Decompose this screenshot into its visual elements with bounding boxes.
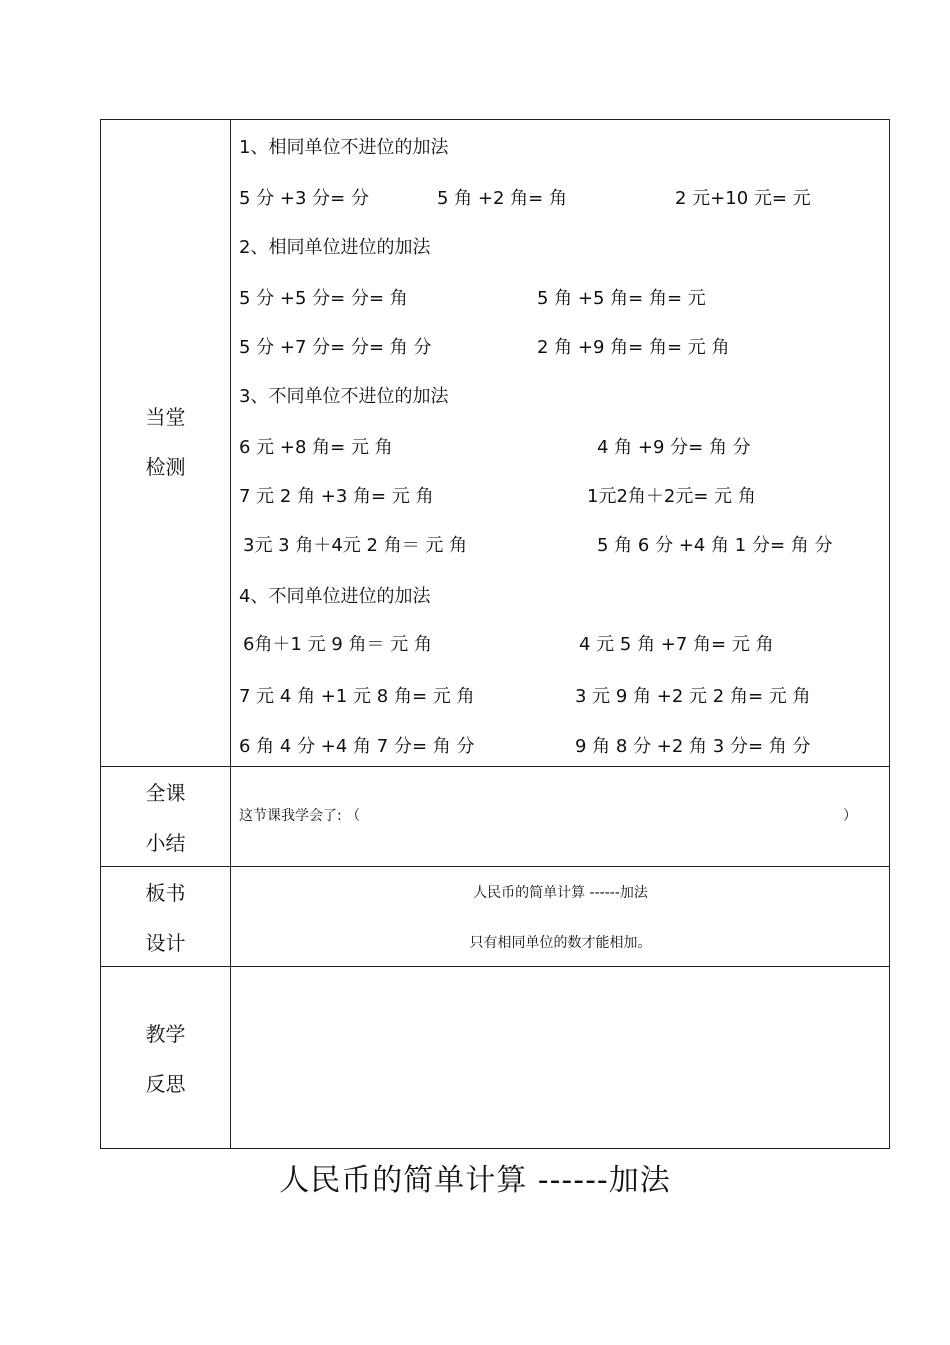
exercise-item: 5 分 +3 分= 分 <box>239 188 369 209</box>
check-label-line2: 检测 <box>145 455 186 479</box>
exercise-row <box>239 184 881 212</box>
exercise-row <box>239 433 881 461</box>
board-label <box>101 868 230 968</box>
board-label-line1: 板书 <box>145 881 186 905</box>
exercise-item: 6 角 4 分 +4 角 7 分= 角 分 <box>239 736 475 757</box>
exercise-item: 7 元 2 角 +3 角= 元 角 <box>239 486 434 507</box>
exercise-row <box>239 732 881 760</box>
exercise-row <box>239 682 881 710</box>
check-label-line1: 当堂 <box>145 405 186 429</box>
exercise-item: 5 角 +5 角= 角= 元 <box>537 288 706 309</box>
exercise-item: 4 元 5 角 +7 角= 元 角 <box>579 634 774 655</box>
exercise-item: 2 元+10 元= 元 <box>675 188 811 209</box>
reflection-label-line2: 反思 <box>145 1072 186 1096</box>
lesson-table <box>100 119 890 1149</box>
board-line-1: 人民币的简单计算 ------加法 <box>473 885 648 901</box>
exercise-item: 1元2角＋2元= 元 角 <box>587 486 756 507</box>
board-label-line2: 设计 <box>145 931 186 955</box>
summary-label-line1: 全课 <box>145 781 186 805</box>
summary-label <box>101 768 230 868</box>
page-title: 人民币的简单计算 ------加法 <box>279 1163 671 1198</box>
exercise-item: 6 元 +8 角= 元 角 <box>239 437 393 458</box>
section-heading-1: 1、相同单位不进位的加法 <box>239 137 449 158</box>
summary-close-paren: ） <box>843 808 857 824</box>
exercise-item: 5 分 +7 分= 分= 角 分 <box>239 337 432 358</box>
exercise-item: 6角＋1 元 9 角＝ 元 角 <box>243 634 432 655</box>
reflection-label <box>101 1009 230 1109</box>
reflection-label-line1: 教学 <box>145 1022 186 1046</box>
exercise-item: 3 元 9 角 +2 元 2 角= 元 角 <box>575 686 811 707</box>
exercise-item: 7 元 4 角 +1 元 8 角= 元 角 <box>239 686 475 707</box>
exercise-item: 3元 3 角＋4元 2 角＝ 元 角 <box>243 535 468 556</box>
section-heading-4: 4、不同单位进位的加法 <box>239 586 431 607</box>
exercise-item: 9 角 8 分 +2 角 3 分= 角 分 <box>575 736 811 757</box>
exercise-row <box>239 482 881 510</box>
board-line-2: 只有相同单位的数才能相加。 <box>469 935 652 951</box>
exercise-item: 2 角 +9 角= 角= 元 角 <box>537 337 730 358</box>
exercise-item: 5 角 6 分 +4 角 1 分= 角 分 <box>597 535 833 556</box>
exercise-item: 5 角 +2 角= 角 <box>437 188 567 209</box>
section-heading-2: 2、相同单位进位的加法 <box>239 237 431 258</box>
column-divider <box>230 120 231 1148</box>
exercise-row <box>239 284 881 312</box>
exercise-item: 5 分 +5 分= 分= 角 <box>239 288 408 309</box>
summary-text: 这节课我学会了: （ <box>239 808 361 824</box>
exercise-row <box>239 531 881 559</box>
check-label <box>101 392 230 492</box>
section-heading-3: 3、不同单位不进位的加法 <box>239 386 449 407</box>
summary-label-line2: 小结 <box>145 831 186 855</box>
exercise-item: 4 角 +9 分= 角 分 <box>597 437 751 458</box>
exercise-row <box>239 333 881 361</box>
exercise-row <box>239 630 881 658</box>
row-divider <box>101 766 889 767</box>
